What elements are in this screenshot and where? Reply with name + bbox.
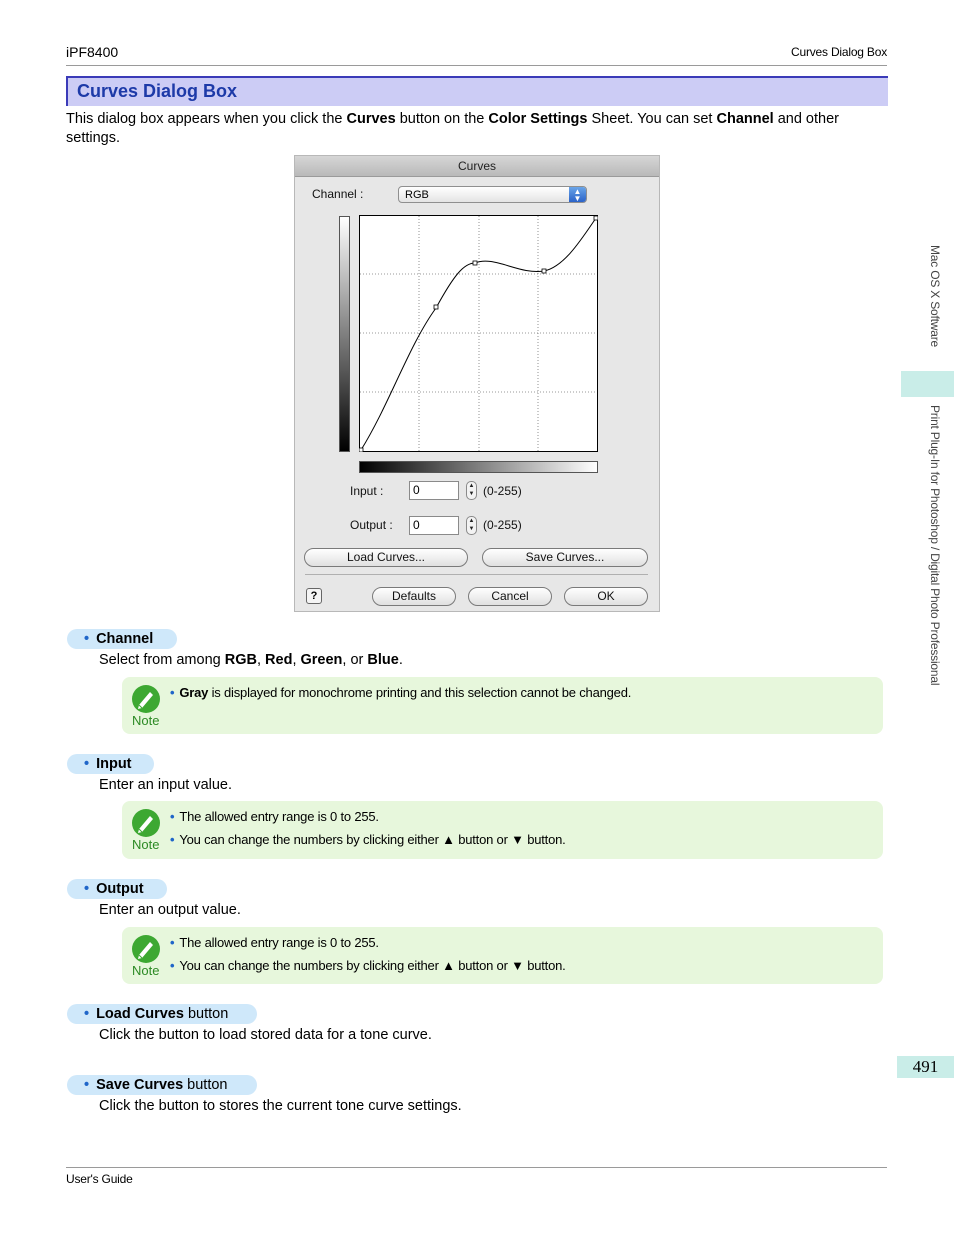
note-text: You can change the numbers by clicking either ▲ button or ▼ button. <box>179 832 566 847</box>
section-heading-text: Output <box>96 881 144 897</box>
note-bold: Gray <box>179 685 209 700</box>
curve-point[interactable] <box>542 269 546 273</box>
side-tab-print-plug-in[interactable]: Print Plug-In for Photoshop / Digital Photo Professional <box>928 405 942 686</box>
desc-text: . <box>398 652 403 668</box>
bullet: • <box>84 631 90 647</box>
defaults-button[interactable]: Defaults <box>372 587 456 606</box>
select-down-icon: ▼ <box>573 194 582 203</box>
channel-select-value: RGB <box>405 189 429 201</box>
section-input-heading <box>67 754 154 774</box>
pencil-note-icon <box>131 934 161 964</box>
desc-bold: RGB <box>224 652 257 668</box>
select-arrows-icon <box>569 187 586 202</box>
section-heading-text: Channel <box>96 631 154 647</box>
output-stepper[interactable] <box>466 516 477 535</box>
header-section: Curves Dialog Box <box>791 45 887 59</box>
note-item <box>170 809 379 824</box>
output-field[interactable]: 0 <box>409 516 459 535</box>
input-gradient-bar <box>359 461 598 473</box>
desc-text: Select from among <box>99 652 225 668</box>
stepper-down-icon[interactable]: ▼ <box>468 526 475 532</box>
section-heading-text: Load Curves <box>96 1006 184 1022</box>
input-field[interactable]: 0 <box>409 481 459 500</box>
intro-bold: Curves <box>346 111 396 127</box>
desc-bold: Green <box>300 652 343 668</box>
header-divider <box>66 65 887 66</box>
channel-label: Channel : <box>312 187 364 201</box>
curve-point[interactable] <box>359 448 363 452</box>
bullet: • <box>170 832 175 847</box>
note-item <box>170 958 566 973</box>
side-tab-mac-os-x-software[interactable]: Mac OS X Software <box>928 245 942 347</box>
section-heading-text: Save Curves <box>96 1077 184 1093</box>
intro-bold: Channel <box>716 111 774 127</box>
section-output-description: Enter an output value. <box>99 902 241 918</box>
section-heading-suffix: button <box>183 1077 228 1093</box>
graph-frame <box>360 216 598 452</box>
page-number: 491 <box>897 1056 954 1078</box>
desc-bold: Red <box>265 652 293 668</box>
curve-point[interactable] <box>434 305 438 309</box>
output-label: Output : <box>350 518 393 532</box>
note-box-output <box>122 927 883 984</box>
curves-dialog <box>294 155 660 612</box>
channel-select[interactable] <box>398 186 587 203</box>
bullet: • <box>170 685 175 700</box>
save-curves-button[interactable]: Save Curves... <box>482 548 648 567</box>
curve-point[interactable] <box>594 216 598 220</box>
note-label: Note <box>132 837 160 852</box>
bullet: • <box>170 935 175 950</box>
dialog-title: Curves <box>295 156 659 177</box>
note-text: You can change the numbers by clicking either ▲ button or ▼ button. <box>179 958 566 973</box>
intro-bold: Color Settings <box>488 111 588 127</box>
load-curves-button[interactable]: Load Curves... <box>304 548 468 567</box>
note-label: Note <box>132 963 160 978</box>
desc-bold: Blue <box>367 652 399 668</box>
bullet: • <box>170 958 175 973</box>
stepper-down-icon[interactable]: ▼ <box>468 491 475 497</box>
bullet: • <box>84 1077 90 1093</box>
section-load-curves-heading <box>67 1004 257 1024</box>
note-item <box>170 685 631 700</box>
footer-divider <box>66 1167 887 1168</box>
question-icon[interactable]: ? <box>306 588 322 604</box>
note-text: is displayed for monochrome printing and this selection cannot be changed. <box>208 685 632 700</box>
bullet: • <box>84 756 90 772</box>
intro-text: and other settings. <box>66 111 839 146</box>
section-channel-description <box>99 652 403 668</box>
section-input-description: Enter an input value. <box>99 777 233 793</box>
bullet: • <box>170 809 175 824</box>
output-gradient-bar <box>339 216 350 452</box>
section-save-curves-description: Click the button to stores the current tone curve settings. <box>99 1098 462 1114</box>
stepper-up-icon[interactable]: ▲ <box>468 483 475 489</box>
input-stepper[interactable] <box>466 481 477 500</box>
note-item <box>170 935 379 950</box>
desc-text: , or <box>342 652 368 668</box>
header-product: iPF8400 <box>66 44 119 60</box>
desc-text: , <box>256 652 266 668</box>
desc-text: , <box>292 652 301 668</box>
footer-text: User's Guide <box>66 1172 133 1186</box>
side-tab-highlight <box>901 371 954 397</box>
note-box-channel <box>122 677 883 734</box>
page-title: Curves Dialog Box <box>77 81 238 101</box>
input-range: (0-255) <box>483 484 522 498</box>
pencil-note-icon <box>131 684 161 714</box>
bullet: • <box>84 1006 90 1022</box>
output-range: (0-255) <box>483 518 522 532</box>
dialog-divider <box>305 574 648 575</box>
intro-text: Sheet. You can set <box>587 111 717 127</box>
input-label: Input : <box>350 484 384 498</box>
section-save-curves-heading <box>67 1075 257 1095</box>
note-item <box>170 832 566 847</box>
curve-point[interactable] <box>473 261 477 265</box>
note-box-input <box>122 801 883 859</box>
page-title-bar <box>66 76 888 106</box>
pencil-note-icon <box>131 808 161 838</box>
bullet: • <box>84 881 90 897</box>
intro-paragraph <box>66 110 886 148</box>
section-heading-text: Input <box>96 756 132 772</box>
cancel-button[interactable]: Cancel <box>468 587 552 606</box>
select-up-icon: ▲ <box>573 187 582 196</box>
note-text: The allowed entry range is 0 to 255. <box>179 935 379 950</box>
note-text: The allowed entry range is 0 to 255. <box>179 809 379 824</box>
intro-text: button on the <box>395 111 489 127</box>
section-output-heading <box>67 879 167 899</box>
stepper-up-icon[interactable]: ▲ <box>468 518 475 524</box>
tone-curve-graph[interactable] <box>359 215 598 452</box>
section-channel-heading <box>67 629 177 649</box>
note-label: Note <box>132 713 160 728</box>
section-load-curves-description: Click the button to load stored data for a tone curve. <box>99 1027 432 1043</box>
intro-text: This dialog box appears when you click the <box>66 111 347 127</box>
section-heading-suffix: button <box>183 1006 229 1022</box>
ok-button[interactable]: OK <box>564 587 648 606</box>
